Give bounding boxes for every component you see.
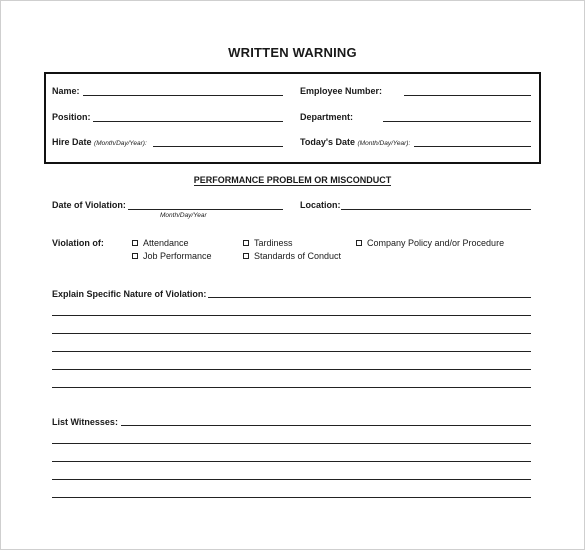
employee-info-box <box>44 72 541 164</box>
hire-date-field[interactable] <box>153 146 283 147</box>
checkbox-box[interactable] <box>132 240 138 246</box>
explain-field-line[interactable] <box>52 351 531 352</box>
witnesses-label: List Witnesses: <box>52 417 118 427</box>
witnesses-field-line[interactable] <box>52 443 531 444</box>
name-field[interactable] <box>83 95 283 96</box>
todays-date-label-text: Today's Date <box>300 137 355 147</box>
checkbox-company-policy[interactable] <box>356 238 504 248</box>
checkbox-attendance[interactable] <box>132 238 189 248</box>
location-label: Location: <box>300 200 341 210</box>
explain-field-line[interactable] <box>208 297 531 298</box>
form-title <box>0 45 585 60</box>
date-of-violation-field[interactable] <box>128 209 283 210</box>
todays-date-field[interactable] <box>414 146 531 147</box>
checkbox-job-performance[interactable] <box>132 251 212 261</box>
hire-date-hint: (Month/Day/Year): <box>94 140 147 147</box>
department-field[interactable] <box>383 121 531 122</box>
hire-date-label <box>52 137 147 147</box>
department-label: Department: <box>300 112 354 122</box>
witnesses-field-line[interactable] <box>121 425 531 426</box>
position-label: Position: <box>52 112 91 122</box>
checkbox-attendance-label: Attendance <box>143 238 189 248</box>
section-heading <box>0 175 585 185</box>
todays-date-label <box>300 137 410 147</box>
checkbox-company-policy-label: Company Policy and/or Procedure <box>367 238 505 248</box>
explain-field-line[interactable] <box>52 387 531 388</box>
checkbox-box[interactable] <box>356 240 362 246</box>
hire-date-label-text: Hire Date <box>52 137 92 147</box>
checkbox-tardiness[interactable] <box>243 238 293 248</box>
employee-number-label: Employee Number: <box>300 86 383 96</box>
date-of-violation-label: Date of Violation: <box>52 200 126 210</box>
checkbox-tardiness-label: Tardiness <box>254 238 293 248</box>
checkbox-box[interactable] <box>243 240 249 246</box>
checkbox-standards-of-conduct-label: Standards of Conduct <box>254 251 342 261</box>
employee-number-field[interactable] <box>404 95 531 96</box>
witnesses-field-line[interactable] <box>52 461 531 462</box>
checkbox-box[interactable] <box>243 253 249 259</box>
location-field[interactable] <box>341 209 531 210</box>
explain-field-line[interactable] <box>52 369 531 370</box>
explain-label: Explain Specific Nature of Violation: <box>52 289 207 299</box>
explain-field-line[interactable] <box>52 315 531 316</box>
form-title-text: WRITTEN WARNING <box>228 45 357 60</box>
position-field[interactable] <box>93 121 283 122</box>
checkbox-standards-of-conduct[interactable] <box>243 251 341 261</box>
todays-date-hint: (Month/Day/Year): <box>357 140 411 147</box>
date-of-violation-hint: Month/Day/Year <box>160 212 207 219</box>
witnesses-field-line[interactable] <box>52 479 531 480</box>
violation-of-label: Violation of: <box>52 238 104 248</box>
section-heading-text: PERFORMANCE PROBLEM OR MISCONDUCT <box>193 175 392 185</box>
witnesses-field-line[interactable] <box>52 497 531 498</box>
explain-field-line[interactable] <box>52 333 531 334</box>
checkbox-box[interactable] <box>132 253 138 259</box>
name-label: Name: <box>52 86 80 96</box>
checkbox-job-performance-label: Job Performance <box>143 251 212 261</box>
